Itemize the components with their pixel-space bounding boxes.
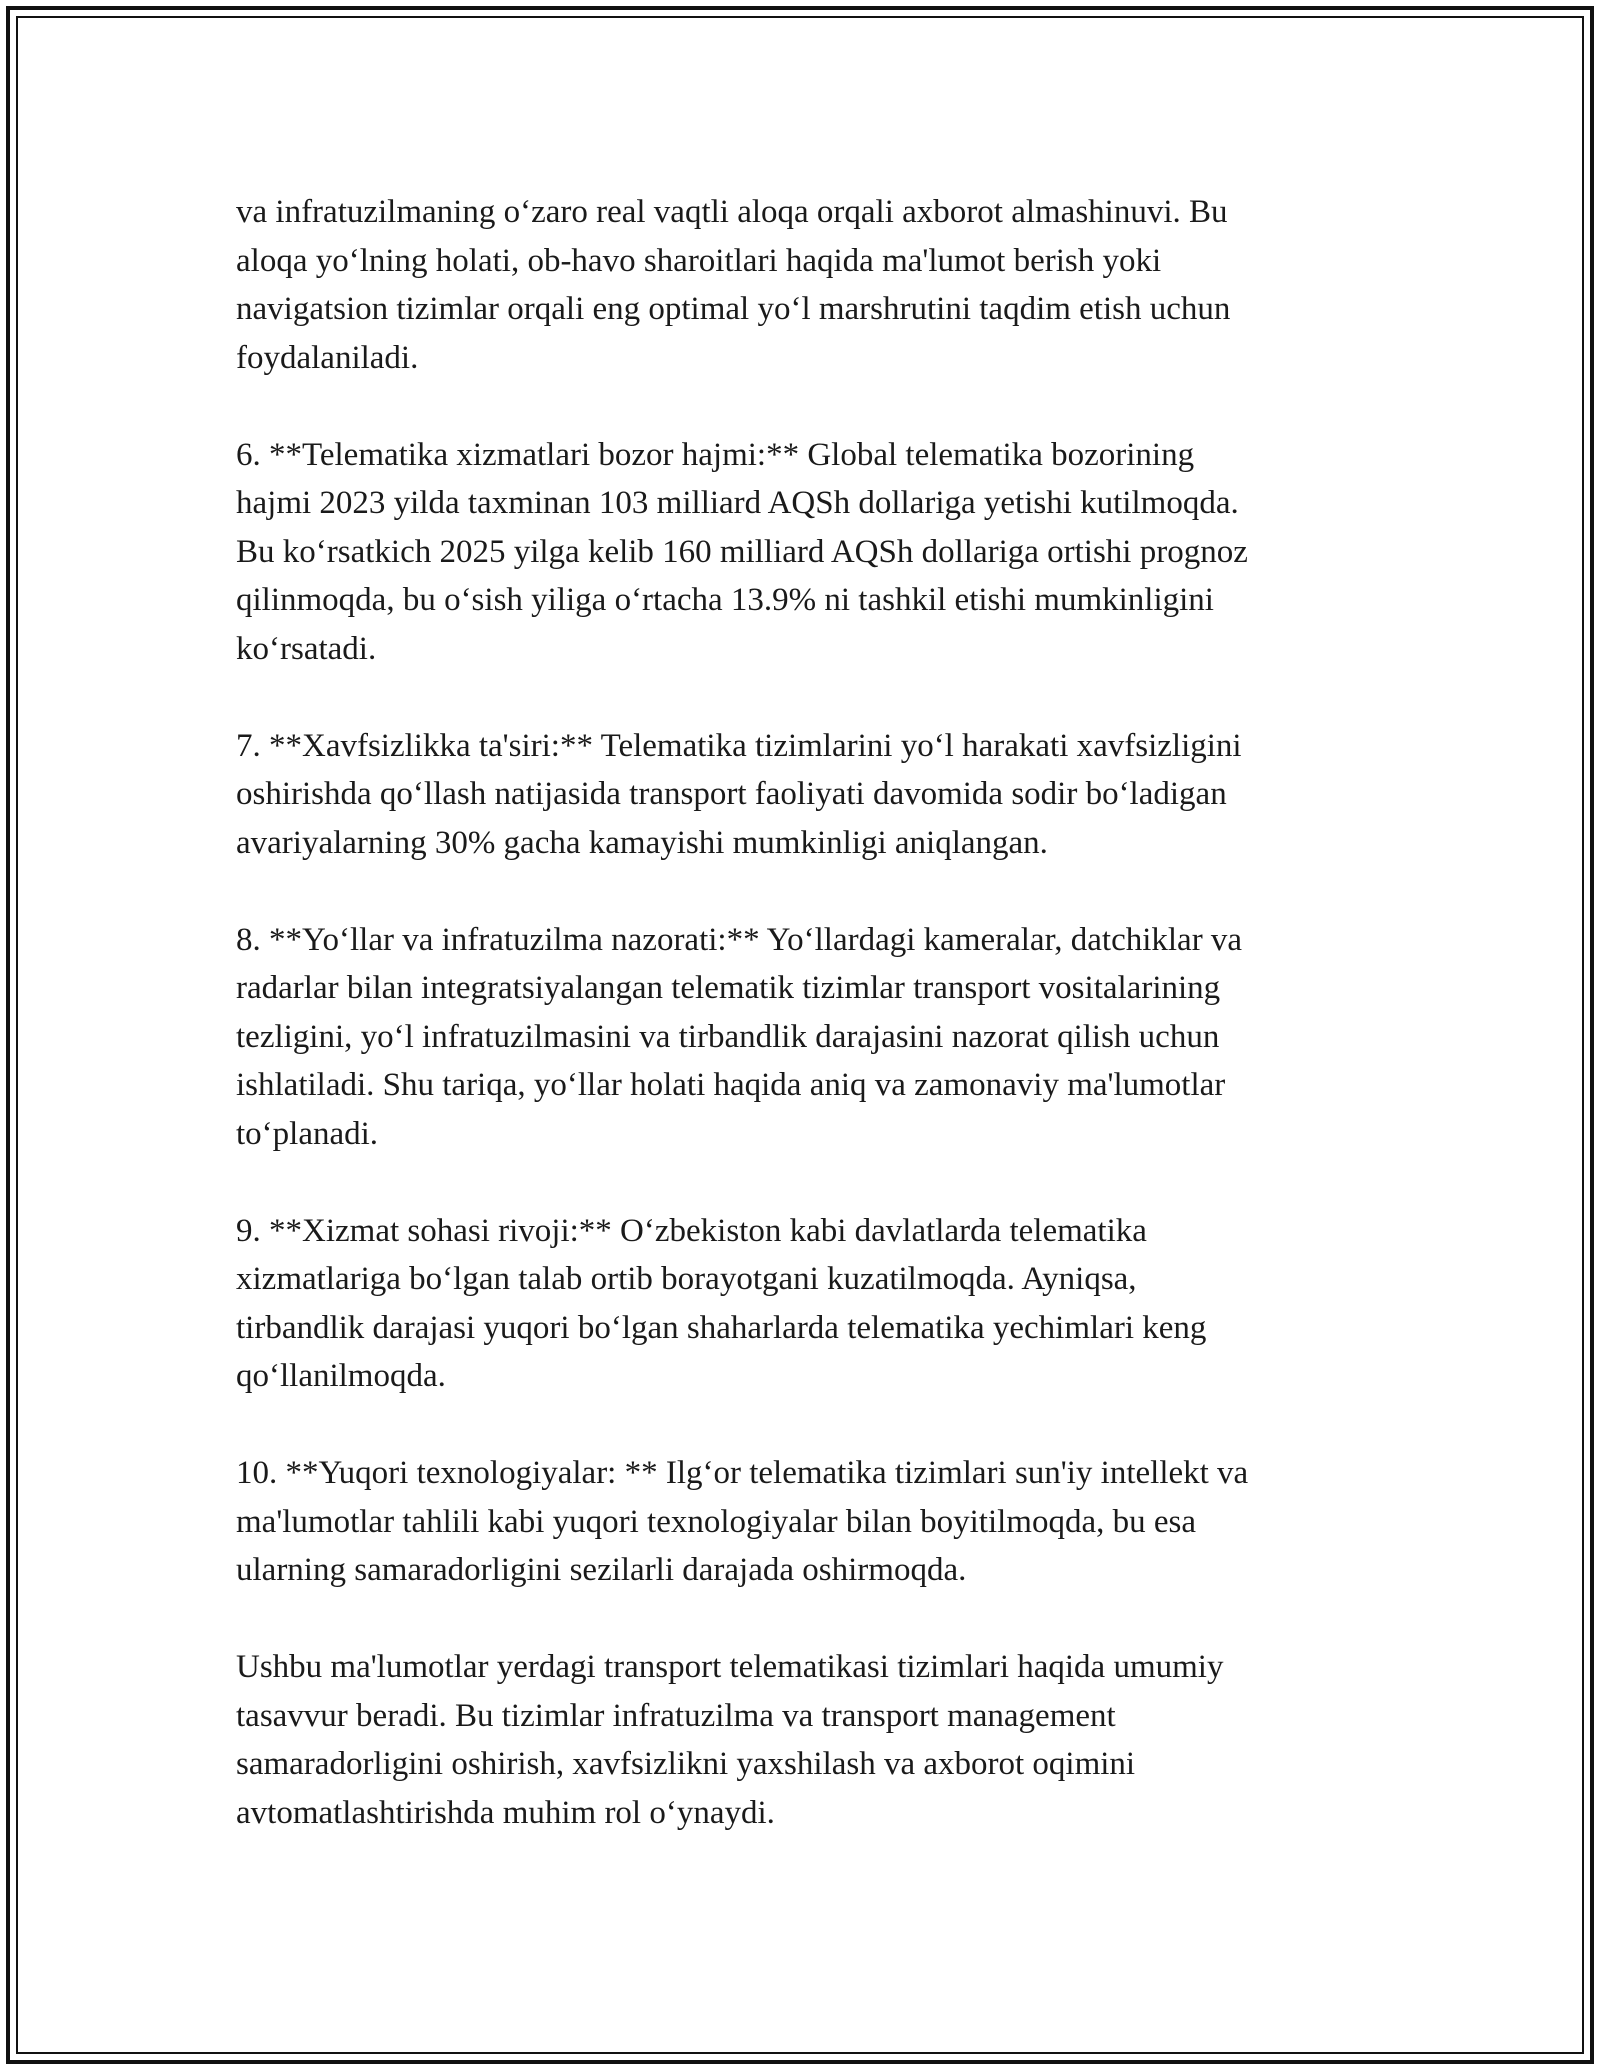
paragraph-intro-continuation: va infratuzilmaning o‘zaro real vaqtli aloqa orqali axborot almashinuvi. Bu aloqa yo‘lning holati, ob-havo sharoitlari haqida ma'lumot berish yoki navigatsion tizimlar orqali eng optimal yo‘l marshrutini taqdim etish uchun foydalaniladi. [236, 194, 1231, 376]
paragraph-item-10-high-technologies: 10. **Yuqori texnologiyalar: ** Ilg‘or telematika tizimlari sun'iy intellekt va ma'lumotlar tahlili kabi yuqori texnologiyalar bilan boyitilmoqda, bu esa ularning samaradorligini sezilarli darajada oshirmoqda. [236, 1455, 1249, 1588]
paragraph-item-9-service-development: 9. **Xizmat sohasi rivoji:** O‘zbekiston kabi davlatlarda telematika xizmatlariga bo‘lgan talab ortib borayotgani kuzatilmoqda. Ayniqsa, tirbandlik darajasi yuqori bo‘lgan shaharlarda telematika yechimlari keng qo‘llanilmoqda. [236, 1212, 1207, 1394]
paragraph-item-7-safety-impact: 7. **Xavfsizlikka ta'siri:** Telematika tizimlarini yo‘l harakati xavfsizligini oshirishda qo‘llash natijasida transport faoliyati davomida sodir bo‘ladigan avariyalarning 30% gacha kamayishi mumkinligi aniqlangan. [236, 727, 1242, 861]
paragraph-conclusion: Ushbu ma'lumotlar yerdagi transport telematikasi tizimlari haqida umumiy tasavvur beradi. Bu tizimlar infratuzilma va transport management samaradorligini oshirish, xavfsizlikni yaxshilash va axborot oqimini avtomatlashtirishda muhim rol o‘ynaydi. [236, 1649, 1224, 1831]
document-body [236, 188, 1386, 1886]
paragraph-item-8-road-monitoring: 8. **Yo‘llar va infratuzilma nazorati:** Yo‘llardagi kameralar, datchiklar va radarlar bilan integratsiyalangan telematik tizimlar transport vositalarining tezligini, yo‘l infratuzilmasini va tirbandlik darajasini nazorat qilish uchun ishlatiladi. Shu tariqa, yo‘llar holati haqida aniq va zamonaviy ma'lumotlar to‘planadi. [236, 921, 1243, 1152]
paragraph-item-6-market-size: 6. **Telematika xizmatlari bozor hajmi:** Global telematika bozorining hajmi 2023 yilda taxminan 103 milliard AQSh dollariga yetishi kutilmoqda. Bu ko‘rsatkich 2025 yilga kelib 160 milliard AQSh dollariga ortishi prognoz qilinmoqda, bu o‘sish yiliga o‘rtacha 13.9% ni tashkil etishi mumkinligini ko‘rsatadi. [236, 436, 1248, 667]
